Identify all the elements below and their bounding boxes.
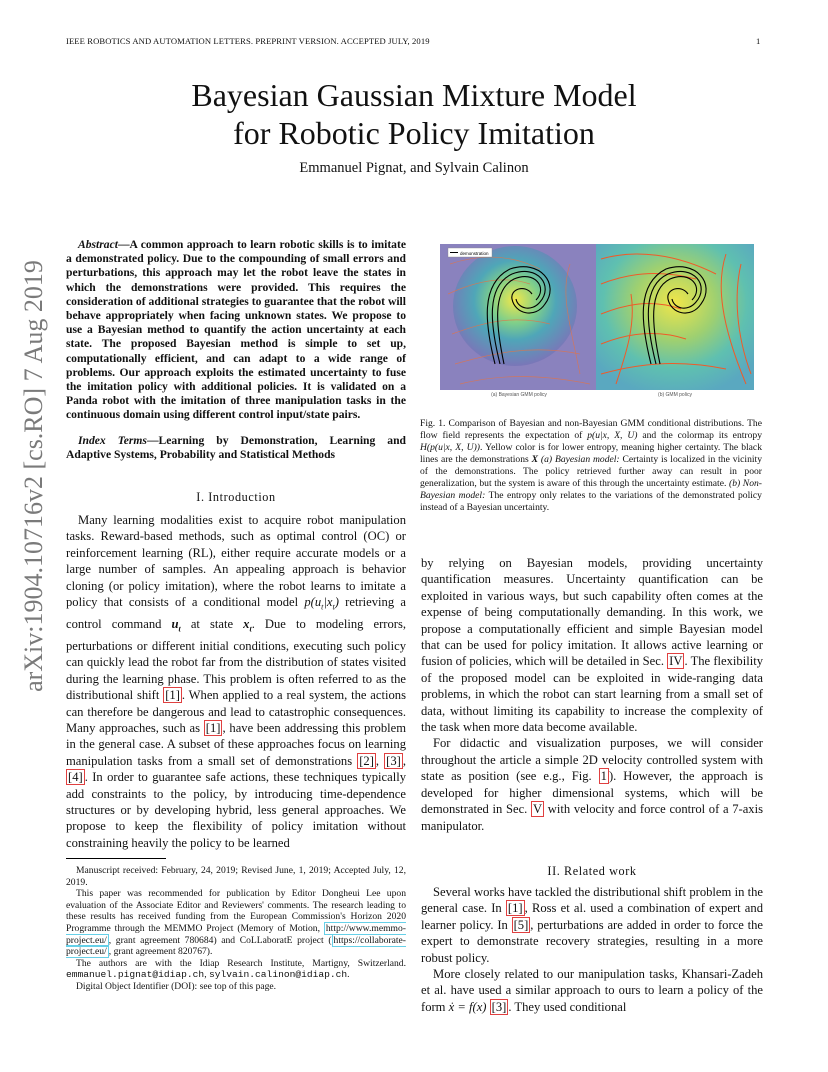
section-heading-introduction: I. Introduction <box>196 490 276 504</box>
arxiv-stamp-text: arXiv:1904.10716v2 [cs.RO] 7 Aug 2019 <box>19 260 48 692</box>
ref-link-5[interactable]: [5] <box>513 917 529 932</box>
paper-title <box>0 76 828 152</box>
running-header: IEEE ROBOTICS AND AUTOMATION LETTERS. PREPRINT VERSION. ACCEPTED JULY, 2019 <box>66 36 430 46</box>
ref-section-iv[interactable]: IV <box>669 654 683 669</box>
authors: Emmanuel Pignat, and Sylvain Calinon <box>299 160 529 176</box>
ref-link-4[interactable]: [4] <box>68 770 83 785</box>
intro-text-4: . Due to modeling errors, perturbations or different initial conditions, executing such policy can quickly lead the robot far from the distribution of states visited during the learning phase. This problem is often referred to as the distributional shift <box>66 616 407 703</box>
ref-link-2[interactable]: [2] <box>359 753 374 768</box>
ref-link-3[interactable]: [3] <box>386 753 401 768</box>
intro-text-1: Many learning modalities exist to acquire robot manipulation tasks. Reward-based methods, such as optimal control (OC) or reinforcement learning (RL), either require accurate models or a large number of samples. An appealing approach is behavior cloning (or policy imitation), where the robot learns to imitate a policy that consists of a conditional model <box>66 513 406 610</box>
right-paragraph-1: by relying on Bayesian models, providing uncertainty quantification measures. Uncertainty quantification can be exploited in various ways, but such capability often comes at the expense of being computationally demanding. In this work, we propose a computationally efficient and simple Bayesian model that can be used for policy imitation. It allows active learning or fusion of policies, which will be detailed in Sec. IV . The flexibility of the proposed model can be exploited in wide-ranging data problems, in which the robot can start learning from a small set of data, without limiting its capability to increase the complexity of the task when more data become available. <box>421 556 763 735</box>
figure-1b-plot <box>596 244 754 390</box>
abstract-text: —A common approach to learn robotic skills is to imitate a demonstrated policy. Due to the compounding of small errors and perturbations, this approach may let the robot leave the states in which the demonstrations were provided. This requires the consideration of additional strategies to guarantee that the robot will behave appropriately when facing unknown states. We propose to use a Bayesian method to quantify the action uncertainty at each state. The proposed Bayesian method is simple to set up, computationally efficient, and can adapt to a wide range of problems. Our approach exploits the estimated uncertainty to fuse the imitation policy with additional policies. It is validated on a Panda robot with the imitation of three manipulation tasks in the continuous domain using different control input/state pairs. <box>66 238 406 422</box>
ref-figure-1[interactable]: 1 <box>600 769 607 784</box>
caption-math-2: H(p(u|x, X, U)) <box>420 442 480 453</box>
right-column-text <box>421 555 763 834</box>
index-terms <box>66 434 406 462</box>
collaborate-link[interactable]: https://collaborate-project.eu/ <box>66 934 406 958</box>
footnote-funding: This paper was recommended for publication by Editor Dongheui Lee upon evaluation of the Associate Editor and Reviewers' comments. The research leading to these results has received funding from the European Commission's Horizon 2020 Programme through the MEMMO Project (Memory of Motion, http://www.memmo-project.eu/ , grant agreement 780684) and CoLLaboratE project ( https://collaborate-project.eu/ , grant agreement 820767). <box>66 888 406 958</box>
caption-math-3: X <box>531 454 539 465</box>
related-paragraph-1: Several works have tackled the distributional shift problem in the general case. In [1] , Ross et al. used a combination of expert and learner policy. In [5] , perturbations are added in order to force the expert to demonstrate recovery strategies, resulting in a more robust policy. <box>421 885 763 965</box>
intro-text-3: at state <box>180 616 244 631</box>
figure-legend-text: demonstration <box>460 251 489 256</box>
ref-link-1[interactable]: [1] <box>165 688 180 703</box>
footnote-doi: Digital Object Identifier (DOI): see top of this page. <box>76 980 277 992</box>
intro-text-6: , have been addressing this problem in the general case. A subset of these approaches focus on learning manipulation tasks from a small set of demonstrations <box>66 720 407 768</box>
title-line-2: for Robotic Policy Imitation <box>233 115 595 151</box>
math-p: $p(u_t|x_t)$ <box>304 595 339 612</box>
intro-paragraph: Many learning modalities exist to acquire robot manipulation tasks. Reward-based methods, such as optimal control (OC) or reinforcement learning (RL), either require accurate models or a large number of samples. An appealing approach is behavior cloning (or policy imitation), where the robot learns to imitate a policy that consists of a conditional model $p(u_t|x_t)$ retrieving a control command $u_t$ at state $x_t$. Due to modeling errors, perturbations or different initial conditions, executing such policy can quickly lead the robot far from the distribution of states visited during the learning phase. This problem is often referred to as the distributional shift [1] . When applied to a real system, the actions can therefore be dangerous and lead to catastrophic consequences. Many approaches, such as [1] , have been addressing this problem in the general case. A subset of these approaches focus on learning manipulation tasks from a small set of demonstrations [2] , [3] , [4] . In order to guarantee safe actions, these techniques typically add constraints to the policy, by introducing time-dependence structures or by developing hybrid, less general approaches. We propose to keep the flexibility of policy imitation without constraining heavily the policy to be learned <box>66 513 407 850</box>
caption-math-1: p(u|x, X, U) <box>587 430 638 441</box>
figure-1-caption: Fig. 1. Comparison of Bayesian and non-Bayesian GMM conditional distributions. The flow field represents the expectation of p(u|x, X, U) and the colormap its entropy H(p(u|x, X, U)). Yellow color is for lower entropy, meaning higher certainty. The black lines are the demonstrations X (a) Bayesian model: Certainty is localized in the vicinity of the demonstrations. The policy retrieved further away can result in poor generalization, but the system is aware of this through the uncertainty estimate. (b) Non-Bayesian model: The entropy only relates to the variations of the demonstrated policy instead of a Bayesian uncertainty. <box>420 418 763 513</box>
math-u: $u_t$ <box>171 616 181 634</box>
figure-1a-bayesian <box>440 244 598 390</box>
abstract <box>66 238 406 423</box>
ref-section-v[interactable]: V <box>532 802 543 817</box>
footnote-manuscript: Manuscript received: February, 24, 2019; Revised June, 1, 2019; Accepted July, 12, 2019. <box>66 865 406 888</box>
math-xdot: ẋ = f(x) <box>448 999 487 1014</box>
figure-1a-label: (a) Bayesian GMM policy <box>491 392 547 398</box>
email-calinon[interactable]: sylvain.calinon@idiap.ch <box>208 969 348 981</box>
index-terms-text: —Learning by Demonstration, Learning and Adaptive Systems, Probability and Statistical Methods <box>66 434 406 462</box>
abstract-label: Abstract <box>78 238 118 251</box>
footnote-affiliation: The authors are with the Idiap Research Institute, Martigny, Switzerland. emmanuel.pignat@idiap.ch, sylvain.calinon@idiap.ch. <box>66 957 406 981</box>
related-paragraph-2: More closely related to our manipulation tasks, Khansari-Zadeh et al. have used a similar approach to ours to learn a policy of the form ẋ = f(x) [3] . They used conditional <box>421 967 763 1014</box>
ref-link-1b[interactable]: [1] <box>205 720 221 735</box>
ref-link-3b[interactable]: [3] <box>491 999 507 1014</box>
footnotes <box>66 865 406 993</box>
index-terms-label: Index Terms <box>78 434 147 447</box>
math-x: $x_t$ <box>243 616 252 634</box>
memmo-link[interactable]: http://www.memmo-project.eu/ <box>66 922 406 946</box>
ref-link-1c[interactable]: [1] <box>507 901 523 916</box>
title-line-1: Bayesian Gaussian Mixture Model <box>191 77 637 113</box>
intro-text-2: retrieving a control command <box>66 595 406 631</box>
figure-1a-plot <box>440 244 598 390</box>
figure-1b-label: (b) GMM policy <box>658 392 692 398</box>
email-pignat[interactable]: emmanuel.pignat@idiap.ch <box>66 969 205 981</box>
page-number: 1 <box>756 36 761 46</box>
right-paragraph-2: For didactic and visualization purposes, we will consider throughout the article a simple 2D velocity controlled system with state as position (see e.g., Fig. 1 ). However, the approach is developed for higher dimensional systems, which will be demonstrated in Sec. V with velocity and force control of a 7-axis manipulator. <box>421 736 763 833</box>
intro-text-7: . In order to guarantee safe actions, these techniques typically add constraints to the policy, by introducing time-dependence structures or by developing hybrid, less general approaches. We propose to keep the flexibility of policy imitation without constraining heavily the policy to be learned <box>66 770 406 850</box>
arxiv-stamp <box>14 260 54 692</box>
figure-1b-gmm <box>596 244 754 390</box>
footnote-rule <box>66 858 166 859</box>
section-heading-related-work: II. Related work <box>547 864 637 878</box>
related-work-text <box>421 884 763 1015</box>
intro-text-5: . When applied to a real system, the actions can therefore be dangerous and lead to catastrophic consequences. Many approaches, such as <box>66 688 406 735</box>
